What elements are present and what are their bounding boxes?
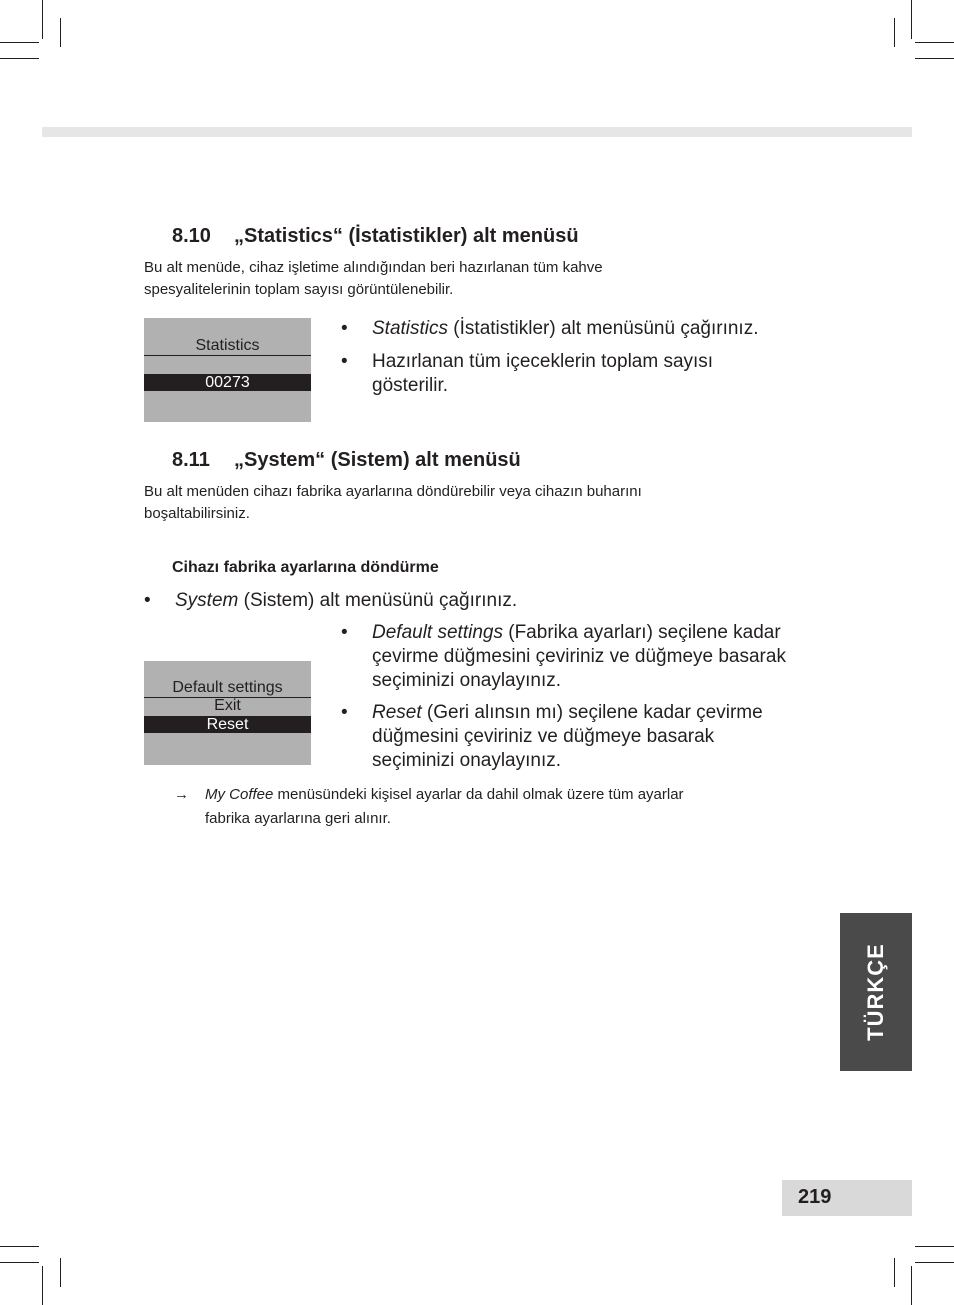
subheading: Cihazı fabrika ayarlarına döndürme: [172, 559, 439, 576]
step-text: gösterilir.: [372, 375, 449, 396]
bullet: •: [341, 318, 348, 339]
section-number: 8.11: [172, 449, 210, 471]
intro-line: spesyalitelerinin toplam sayısı görüntülenebilir.: [144, 281, 454, 298]
display-option-exit: Exit: [214, 697, 241, 714]
menu-name: Reset: [372, 702, 422, 723]
display-value: 00273: [144, 374, 311, 391]
section-number: 8.10: [172, 225, 211, 247]
page-number: 219: [798, 1186, 832, 1208]
system-intro: [144, 481, 642, 525]
step-text: (İstatistikler) alt menüsünü çağırınız.: [448, 318, 759, 339]
statistics-steps: [341, 317, 811, 398]
list-item: [341, 701, 816, 773]
list-item: [144, 589, 517, 613]
list-item: [341, 621, 816, 693]
statistics-intro: [144, 257, 603, 301]
step-text: seçiminizi onaylayınız.: [372, 750, 562, 771]
intro-line: boşaltabilirsiniz.: [144, 505, 250, 522]
section-heading-system: [172, 449, 521, 472]
step-text: (Geri alınsın mı) seçilene kadar çevirme: [421, 702, 763, 723]
display-title: Statistics: [195, 337, 260, 354]
note-text: fabrika ayarlarına geri alınır.: [205, 810, 391, 827]
menu-name: My Coffee: [205, 786, 274, 803]
section-title: „Statistics“ (İstatistikler) alt menüsü: [234, 225, 579, 247]
header-bar: [42, 127, 912, 137]
display-option-reset: Reset: [144, 716, 311, 733]
step-text: (Sistem) alt menüsünü çağırınız.: [238, 590, 518, 611]
step-text: (Fabrika ayarları) seçilene kadar: [502, 622, 781, 643]
system-steps: [341, 621, 816, 773]
step-text: seçiminizi onaylayınız.: [372, 670, 562, 691]
bullet: •: [341, 702, 348, 723]
statistics-display: [144, 318, 311, 422]
step-text: çevirme düğmesini çeviriniz ve düğmeye basarak: [372, 646, 786, 667]
system-display: [144, 661, 311, 765]
intro-line: Bu alt menüden cihazı fabrika ayarlarına döndürebilir veya cihazın buharını: [144, 483, 642, 500]
step-text: düğmesini çeviriniz ve düğmeye basarak: [372, 726, 715, 747]
menu-name: Default settings: [372, 622, 503, 643]
menu-name: Statistics: [372, 318, 449, 339]
list-item: [341, 317, 811, 341]
step-text: Hazırlanan tüm içeceklerin toplam sayısı: [372, 351, 714, 372]
display-title: Default settings: [172, 679, 283, 696]
note-text: menüsündeki kişisel ayarlar da dahil olmak üzere tüm ayarlar: [273, 786, 684, 803]
note: [174, 783, 794, 831]
bullet: •: [341, 351, 348, 372]
intro-line: Bu alt menüde, cihaz işletime alındığından beri hazırlanan tüm kahve: [144, 259, 603, 276]
language-label: TÜRKÇE: [863, 943, 888, 1041]
section-title: „System“ (Sistem) alt menüsü: [234, 449, 521, 471]
language-tab: [840, 913, 912, 1071]
bullet: •: [144, 590, 151, 611]
bullet: •: [341, 622, 348, 643]
list-item: [341, 350, 811, 398]
display-divider: [144, 355, 311, 356]
section-heading-statistics: [172, 225, 579, 248]
arrow-icon: →: [174, 786, 189, 803]
menu-name: System: [175, 590, 239, 611]
page-number-box: [782, 1180, 912, 1216]
